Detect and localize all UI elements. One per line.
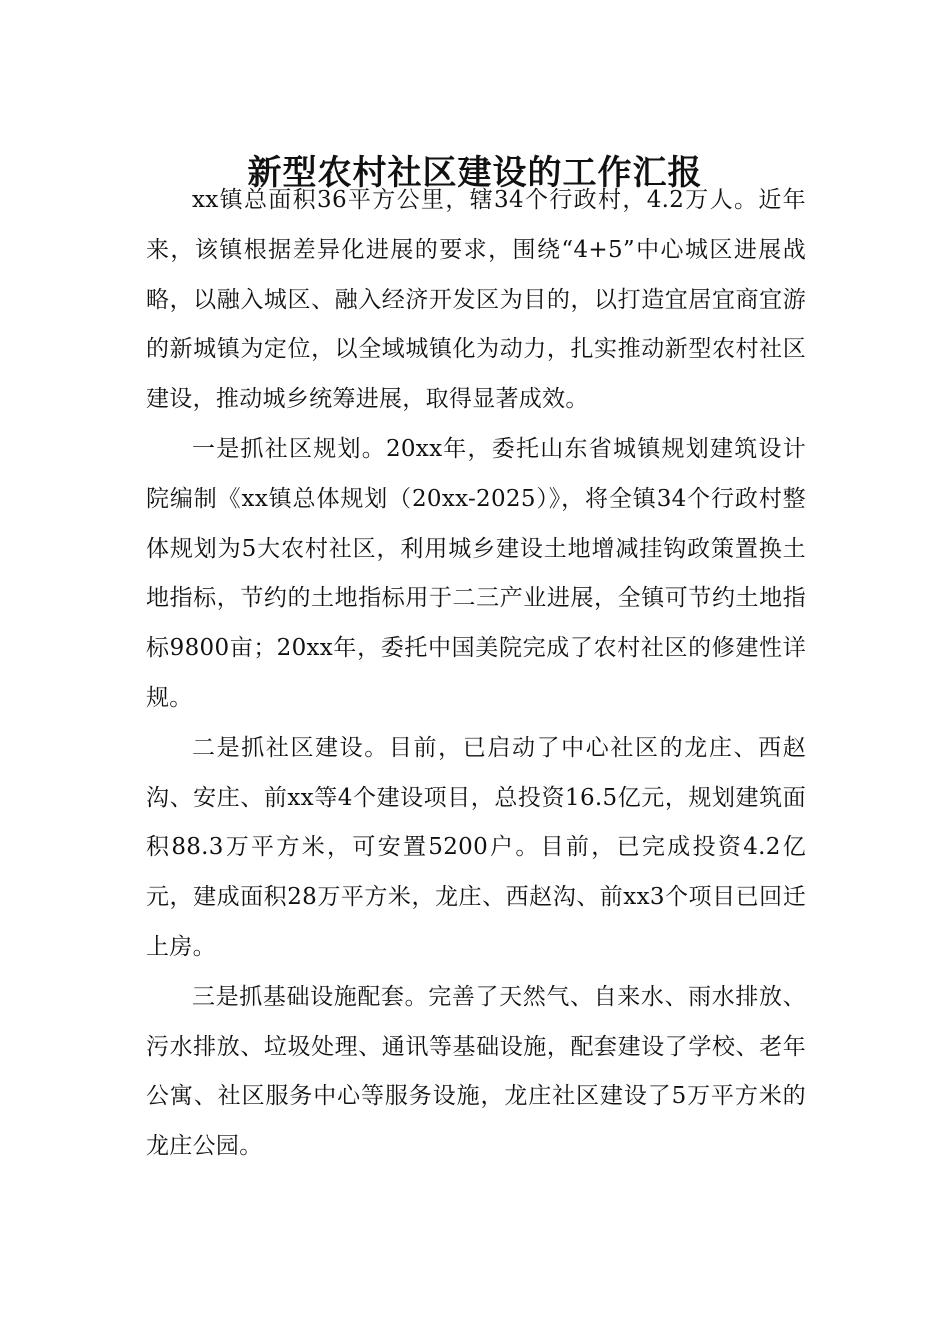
- paragraph-intro: xx镇总面积36平方公里，辖34个行政村，4.2万人。近年来，该镇根据差异化进展的要求，围绕“4+5”中心城区进展战略，以融入城区、融入经济开发区为目的，以打造宜居宜商宜游的新城镇为定位，以全域城镇化为动力，扎实推动新型农村社区建设，推动城乡统筹进展，取得显著成效。: [146, 187, 806, 413]
- document-title: 新型农村社区建设的工作汇报: [247, 152, 703, 193]
- paragraph-construction: 二是抓社区建设。目前，已启动了中心社区的龙庄、西赵沟、安庄、前xx等4个建设项目，总投资16.5亿元，规划建筑面积88.3万平方米，可安置5200户。目前，已完成投资4.2亿元，建成面积28万平方米，龙庄、西赵沟、前xx3个项目已回迁上房。: [146, 734, 806, 960]
- document-body: [146, 176, 806, 1172]
- paragraph-infrastructure: 三是抓基础设施配套。完善了天然气、自来水、雨水排放、污水排放、垃圾处理、通讯等基础设施，配套建设了学校、老年公寓、社区服务中心等服务设施，龙庄社区建设了5万平方米的龙庄公园。: [146, 983, 806, 1160]
- paragraph-planning: 一是抓社区规划。20xx年，委托山东省城镇规划建筑设计院编制《xx镇总体规划（20xx-2025）》，将全镇34个行政村整体规划为5大农村社区，利用城乡建设土地增减挂钩政策置换土地指标，节约的土地指标用于二三产业进展，全镇可节约土地指标9800亩；20xx年，委托中国美院完成了农村社区的修建性详规。: [146, 435, 806, 711]
